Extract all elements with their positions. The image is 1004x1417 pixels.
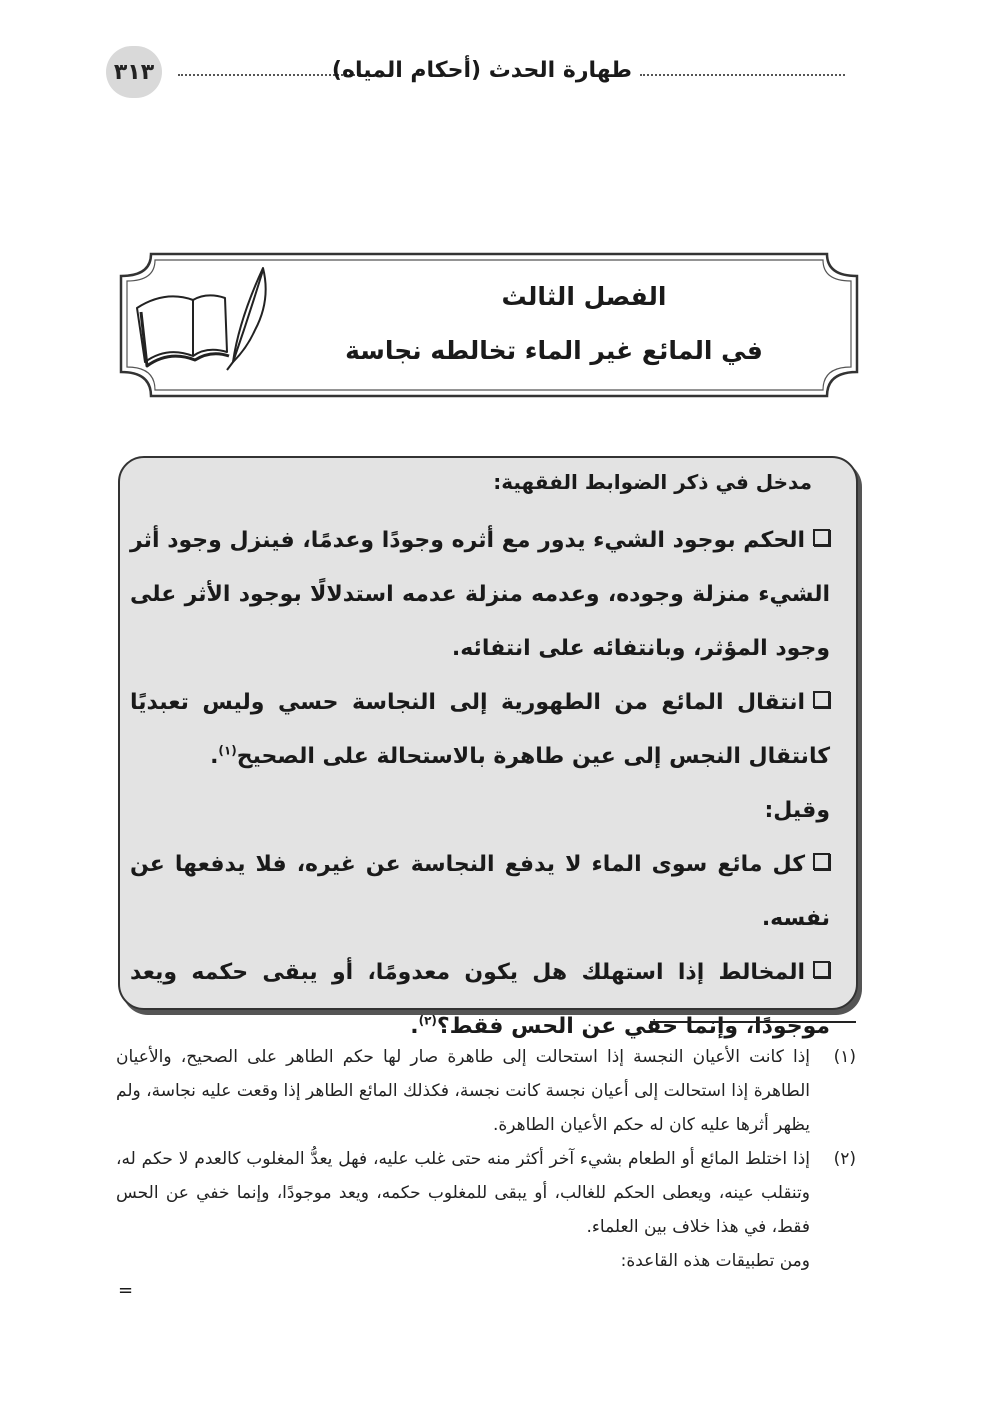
running-title: طهارة الحدث (أحكام المياه) (331, 58, 632, 83)
footnote-ref[interactable]: (٢) (418, 1013, 437, 1028)
footnote-ref[interactable]: (١) (218, 743, 237, 758)
footnote-2 (116, 1142, 856, 1244)
rule-text: انتقال المائع من الطهورية إلى النجاسة حسي وليس تعبديًا كانتقال النجس إلى عين طاهرة بالاستحالة على الصحيح (130, 690, 830, 769)
rules-body (130, 514, 830, 1054)
checkbox-bullet-icon (813, 691, 830, 708)
rule-end: . (210, 744, 219, 769)
footnotes (116, 1040, 856, 1278)
checkbox-bullet-icon (813, 529, 830, 546)
footnote-1 (116, 1040, 856, 1142)
footnote-text: إذا كانت الأعيان النجسة إذا استحالت إلى طاهرة صار لها حكم الطاهر على الصحيح، والأعيان الطاهرة إذا استحالت إلى أعيان نجسة كانت نجسة، فكذلك المائع الطاهر إذا وقعت عليه نجاسة، ولم يظهر أثرها عليه كان له حكم الأعيان الطاهرة. (116, 1047, 810, 1135)
rule-text: الحكم بوجود الشيء يدور مع أثره وجودًا وعدمًا، فينزل وجود أثر الشيء منزلة وجوده، وعدمه منزلة عدمه استدلالًا بوجود الأثر على وجود المؤثر، وبانتفائه على انتفائه. (130, 528, 830, 661)
header-dotted-leader-right (640, 74, 845, 76)
footnote-continuation: ومن تطبيقات هذه القاعدة: (620, 1251, 810, 1271)
rule-text: المخالط إذا استهلك هل يكون معدومًا، أو يبقى حكمه ويعد موجودًا، وإنما خفي عن الحس فقط؟ (130, 960, 830, 1039)
rule-item (130, 838, 830, 946)
rules-heading: مدخل في ذكر الضوابط الفقهية: (493, 470, 812, 494)
qila-label: وقيل: (764, 798, 830, 823)
chapter-title: الفصل الثالث (501, 282, 667, 311)
checkbox-bullet-icon (813, 961, 830, 978)
footnote-number: (٢) (833, 1149, 856, 1169)
footnote-number: (١) (833, 1047, 856, 1067)
footnote-text: إذا اختلط المائع أو الطعام بشيء آخر أكثر منه حتى غلب عليه، فهل يعدُّ المغلوب كالعدم لا حكم له، وتنقلب عينه، ويعطى الحكم للغالب، أو يبقى للمغلوب حكمه، ويعد موجودًا، وإنما خفي عن الحس فقط، في هذا خلاف بين العلماء. (116, 1149, 810, 1237)
page-number: ٣١٣ (106, 46, 162, 98)
rule-text: كل مائع سوى الماء لا يدفع النجاسة عن غيره، فلا يدفعها عن نفسه. (130, 852, 830, 931)
rule-item (130, 946, 830, 1054)
chapter-subtitle: في المائع غير الماء تخالطه نجاسة (345, 336, 763, 365)
rule-item (130, 676, 830, 784)
jurisprudence-rules-box (118, 456, 858, 1039)
rule-end: . (410, 1014, 419, 1039)
banner-frame (115, 250, 863, 398)
rule-item (130, 514, 830, 676)
continuation-mark: = (118, 1280, 134, 1301)
chapter-banner (115, 250, 863, 398)
checkbox-bullet-icon (813, 853, 830, 870)
footnote-separator (650, 1021, 856, 1023)
